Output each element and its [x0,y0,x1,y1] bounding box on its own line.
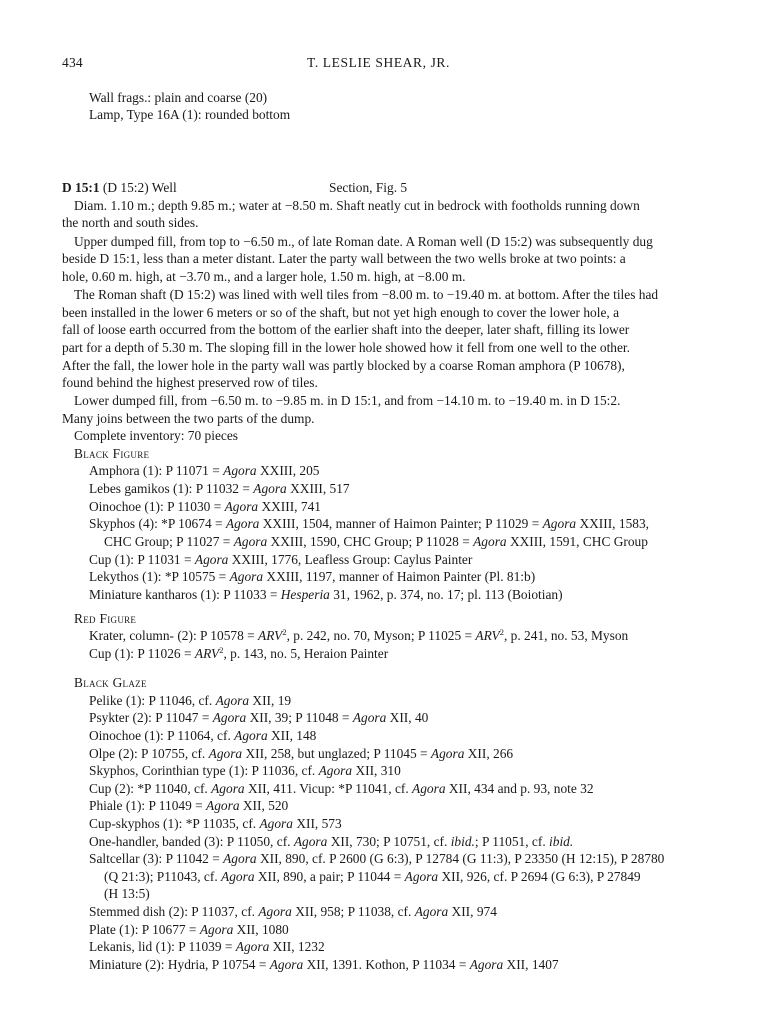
catalog-entry: Cup-skyphos (1): *P 11035, cf. Agora XII, 573 [89,816,342,831]
paragraph-line: Diam. 1.10 m.; depth 9.85 m.; water at −8.50 m. Shaft neatly cut in bedrock with footholds running down [74,198,640,213]
paragraph-line: The Roman shaft (D 15:2) was lined with well tiles from −8.00 m. to −19.40 m. at bottom. After the tiles had [74,287,659,302]
inventory-count: Complete inventory: 70 pieces [74,428,238,443]
section-heading-black-glaze: Black Glaze [74,675,147,690]
paragraph-line: hole, 0.60 m. high, at −3.70 m., and a larger hole, 1.50 m. high, at −8.00 m. [62,269,466,284]
catalog-entry: Oinochoe (1): P 11064, cf. Agora XII, 148 [89,728,317,743]
paragraph-line: the north and south sides. [62,215,199,230]
catalog-entry: Krater, column- (2): P $10578 = ARV^2$, p. 242, no. 70, Myson; P $11025 = ARV^2$, p. 241, no. 53, Myson [89,627,629,643]
catalog-entry: Miniature (2): Hydria, P 10754 = Agora XII, 1391. Kothon, P 11034 = Agora XII, 1407 [89,957,559,972]
catalog-entry: Stemmed dish (2): P 11037, cf. Agora XII, 958; P 11038, cf. Agora XII, 974 [89,904,497,919]
catalog-entry: Lekythos (1): *P 10575 = Agora XXIII, 1197, manner of Haimon Painter (Pl. 81:b) [89,569,536,584]
section-heading-red-figure: Red Figure [74,611,137,626]
catalog-entry: Phiale (1): P 11049 = Agora XII, 520 [89,798,289,813]
catalog-entry-continued: CHC Group; P 11027 = Agora XXIII, 1590, CHC Group; P 11028 = Agora XXIII, 1591, CHC Group [104,534,648,549]
paragraph-line: found behind the highest preserved row of tiles. [62,375,318,390]
catalog-entry-continued: (Q 21:3); P11043, cf. Agora XII, 890, a pair; P 11044 = Agora XII, 926, cf. P 2694 (G 6:3), P 27849 [104,869,641,884]
catalog-entry: Cup (2): *P 11040, cf. Agora XII, 411. Vicup: *P 11041, cf. Agora XII, 434 and p. 93, note 32 [89,781,594,796]
catalog-entry: Pelike (1): P 11046, cf. Agora XII, 19 [89,693,292,708]
deposit-id: D 15:1 [62,180,100,195]
catalog-entry: Olpe (2): P 10755, cf. Agora XII, 258, but unglazed; P 11045 = Agora XII, 266 [89,746,514,761]
catalog-entry: Cup (1): P 11031 = Agora XXIII, 1776, Leafless Group: Caylus Painter [89,552,473,567]
catalog-entry: Plate (1): P 10677 = Agora XII, 1080 [89,922,289,937]
catalog-entry-continued: (H 13:5) [104,886,150,901]
paragraph-line: Upper dumped fill, from top to −6.50 m., of late Roman date. A Roman well (D 15:2) was subsequently dug [74,234,653,249]
paragraph-line: After the fall, the lower hole in the party wall was partly blocked by a coarse Roman amphora (P 10678), [62,358,625,373]
catalog-entry: Amphora (1): P 11071 = Agora XXIII, 205 [89,463,320,478]
catalog-entry: Oinochoe (1): P 11030 = Agora XXIII, 741 [89,499,321,514]
paragraph-line: fall of loose earth occurred from the bottom of the earlier shaft into the deeper, later shaft, filling its lower [62,322,630,337]
paragraph-line: Lower dumped fill, from −6.50 m. to −9.85 m. in D 15:1, and from −14.10 m. to −19.40 m. in D 15:2. [74,393,621,408]
section-reference: Section, Fig. 5 [329,180,408,195]
paragraph-line: beside D 15:1, less than a meter distant. Later the party wall between the two wells broke at two points: a [62,251,626,266]
list-item: Lamp, Type 16A (1): rounded bottom [89,107,291,122]
catalog-entry: Psykter (2): P 11047 = Agora XII, 39; P 11048 = Agora XII, 40 [89,710,429,725]
page-number: 434 [62,55,83,70]
catalog-entry: One-handler, banded (3): P 11050, cf. Agora XII, 730; P 10751, cf. ibid.; P 11051, cf. ibid. [89,834,574,849]
deposit-subtitle: (D 15:2) Well [99,180,177,195]
deposit-heading [62,179,177,196]
running-title: T. LESLIE SHEAR, JR. [307,55,450,70]
catalog-entry: Saltcellar (3): P 11042 = Agora XII, 890, cf. P 2600 (G 6:3), P 12784 (G 11:3), P 23350 (H 12:15), P 28780 [89,851,665,866]
catalog-entry: Cup (1): P $11026 = ARV^2$, p. 143, no. 5, Heraion Painter [89,645,389,661]
catalog-entry: Lekanis, lid (1): P 11039 = Agora XII, 1232 [89,939,325,954]
catalog-entry: Lebes gamikos (1): P 11032 = Agora XXIII, 517 [89,481,350,496]
list-item: Wall frags.: plain and coarse (20) [89,90,268,105]
paragraph-line: Many joins between the two parts of the dump. [62,411,315,426]
paragraph-line: part for a depth of 5.30 m. The sloping fill in the lower hole showed how it fell from one well to the other. [62,340,630,355]
paragraph-line: been installed in the lower 6 meters or so of the shaft, but not yet high enough to cover the lower hole, a [62,305,620,320]
catalog-entry: Skyphos, Corinthian type (1): P 11036, cf. Agora XII, 310 [89,763,401,778]
catalog-entry: Skyphos (4): *P 10674 = Agora XXIII, 1504, manner of Haimon Painter; P 11029 = Agora XXIII, 1583, [89,516,649,531]
section-heading-black-figure: Black Figure [74,446,150,461]
catalog-entry: Miniature kantharos (1): P 11033 = Hesperia 31, 1962, p. 374, no. 17; pl. 113 (Boiotian) [89,587,563,602]
